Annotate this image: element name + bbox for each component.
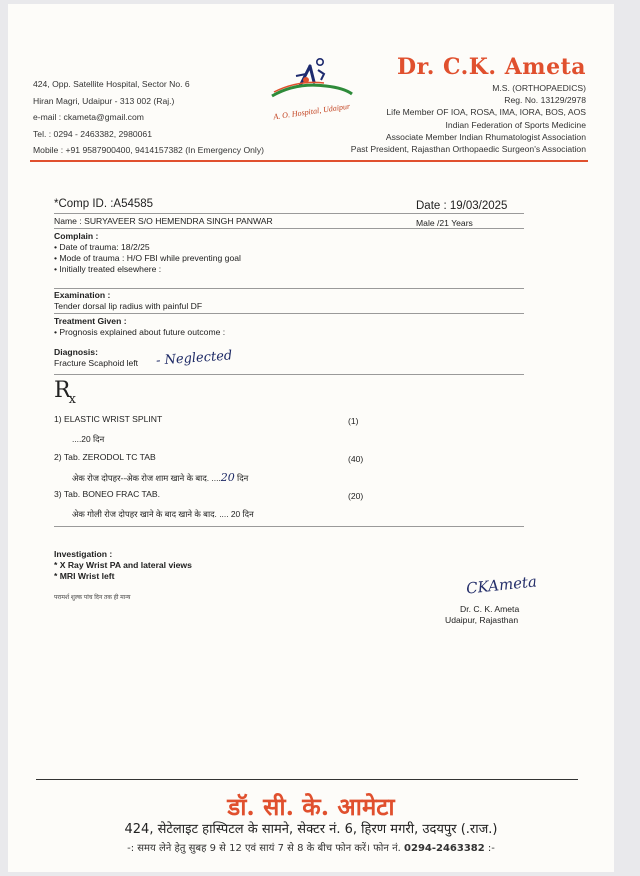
doctor-qualifications bbox=[308, 82, 586, 155]
divider bbox=[54, 213, 524, 214]
treatment-text: • Prognosis explained about future outcome : bbox=[54, 327, 226, 337]
rx-item-1-qty: (1) bbox=[348, 416, 359, 426]
rx-symbol bbox=[54, 378, 78, 407]
rx-symbol-r: R bbox=[54, 378, 71, 403]
signature-name: Dr. C. K. Ameta bbox=[460, 604, 520, 614]
registration-line: Reg. No. 13129/2978 bbox=[504, 95, 586, 106]
footer-appointment-note bbox=[8, 840, 614, 854]
logo-text: A. O. Hospital, Udaipur bbox=[272, 101, 351, 122]
doctor-name: Dr. C.K. Ameta bbox=[397, 54, 586, 80]
rx-item-2-suffix: दिन bbox=[234, 473, 249, 483]
patient-age-sex: Male /21 Years bbox=[416, 218, 473, 228]
rx-item-3-instruction: अेक गोली रोज दोपहर खाने के बाद खाने के बाद. .... 20 दिन bbox=[72, 509, 254, 519]
divider bbox=[54, 374, 524, 375]
footer-doctor-name-hindi: डॉ. सी. के. आमेटा bbox=[227, 792, 395, 821]
rx-item-2-instruction-text: अेक रोज दोपहर--अेक रोज शाम खाने के बाद. .... bbox=[72, 473, 221, 483]
header-divider bbox=[30, 160, 588, 162]
rx-symbol-x: x bbox=[68, 392, 76, 407]
complain-heading: Complain : bbox=[54, 231, 99, 241]
rx-item-3-qty: (20) bbox=[348, 491, 364, 501]
diagnosis-text: Fracture Scaphoid left bbox=[54, 358, 139, 368]
footer-note-end: :- bbox=[487, 843, 495, 854]
rx-item-2-handwritten-days: 20 bbox=[220, 471, 235, 484]
telephone-line: Tel. : 0294 - 2463382, 2980061 bbox=[33, 128, 152, 139]
address-line: Hiran Magri, Udaipur - 313 002 (Raj.) bbox=[33, 95, 175, 106]
investigation-item: * X Ray Wrist PA and lateral views bbox=[54, 560, 192, 570]
email-line: e-mail : ckameta@gmail.com bbox=[33, 112, 144, 123]
membership-line: Indian Federation of Sports Medicine bbox=[445, 119, 586, 130]
membership-line: Past President, Rajasthan Orthopaedic Surgeon's Association bbox=[350, 144, 586, 155]
treatment-heading: Treatment Given : bbox=[54, 316, 127, 326]
diagnosis-handwritten-note: - Neglected bbox=[155, 348, 233, 369]
qualification-line: M.S. (ORTHOPAEDICS) bbox=[492, 83, 586, 93]
complain-list bbox=[54, 242, 241, 275]
complain-item: • Date of trauma: 18/2/25 bbox=[54, 242, 150, 252]
doctor-signature: CKAmeta bbox=[465, 572, 538, 598]
membership-line: Associate Member Indian Rhumatologist Association bbox=[385, 131, 586, 142]
complain-item: • Mode of trauma : H/O FBI while preventing goal bbox=[54, 253, 241, 263]
membership-line: Life Member OF IOA, ROSA, IMA, IORA, BOS, AOS bbox=[386, 107, 586, 118]
examination-heading: Examination : bbox=[54, 290, 111, 300]
fee-validity-note: परामर्श शुल्क पांच दिन तक ही मान्य bbox=[54, 595, 131, 601]
rx-item-2-label: 2) Tab. ZERODOL TC TAB bbox=[54, 452, 156, 462]
signature-place: Udaipur, Rajasthan bbox=[445, 615, 519, 625]
complain-item: • Initially treated elsewhere : bbox=[54, 264, 162, 274]
rx-item-2-instruction bbox=[72, 471, 248, 484]
investigation-list bbox=[54, 560, 192, 581]
divider bbox=[54, 526, 524, 527]
footer-phone: 0294-2463382 bbox=[404, 843, 485, 854]
footer-note-text: -: समय लेने हेतु सुबह 9 से 12 एवं सायं 7 से 8 के बीच फोन करें। फोन नं. bbox=[127, 843, 401, 854]
address-line: 424, Opp. Satellite Hospital, Sector No. 6 bbox=[33, 79, 190, 89]
prescription-date: Date : 19/03/2025 bbox=[416, 200, 508, 212]
investigation-item: * MRI Wrist left bbox=[54, 570, 115, 581]
diagnosis-heading: Diagnosis: bbox=[54, 347, 98, 357]
divider bbox=[54, 288, 524, 289]
examination-text: Tender dorsal lip radius with painful DF bbox=[54, 301, 203, 311]
rx-item-2-qty: (40) bbox=[348, 454, 364, 464]
mobile-line: Mobile : +91 9587900400, 9414157382 (In Emergency Only) bbox=[33, 145, 264, 156]
footer-divider bbox=[36, 779, 578, 780]
prescription-page bbox=[8, 4, 614, 872]
comp-id: *Comp ID. :A54585 bbox=[54, 198, 154, 210]
rx-item-1-instruction: ....20 दिन bbox=[72, 434, 105, 444]
divider bbox=[54, 313, 524, 314]
clinic-address bbox=[33, 76, 264, 159]
rx-item-1-label: 1) ELASTIC WRIST SPLINT bbox=[54, 414, 163, 424]
divider bbox=[54, 228, 524, 229]
footer-address-hindi: 424, सेटेलाइट हास्पिटल के सामने, सेक्टर नं. 6, हिरण मगरी, उदयपुर (.राज.) bbox=[124, 822, 498, 837]
rx-item-3-label: 3) Tab. BONEO FRAC TAB. bbox=[54, 489, 161, 499]
patient-name: Name : SURYAVEER S/O HEMENDRA SINGH PANWAR bbox=[54, 216, 273, 226]
investigation-heading: Investigation : bbox=[54, 549, 113, 559]
